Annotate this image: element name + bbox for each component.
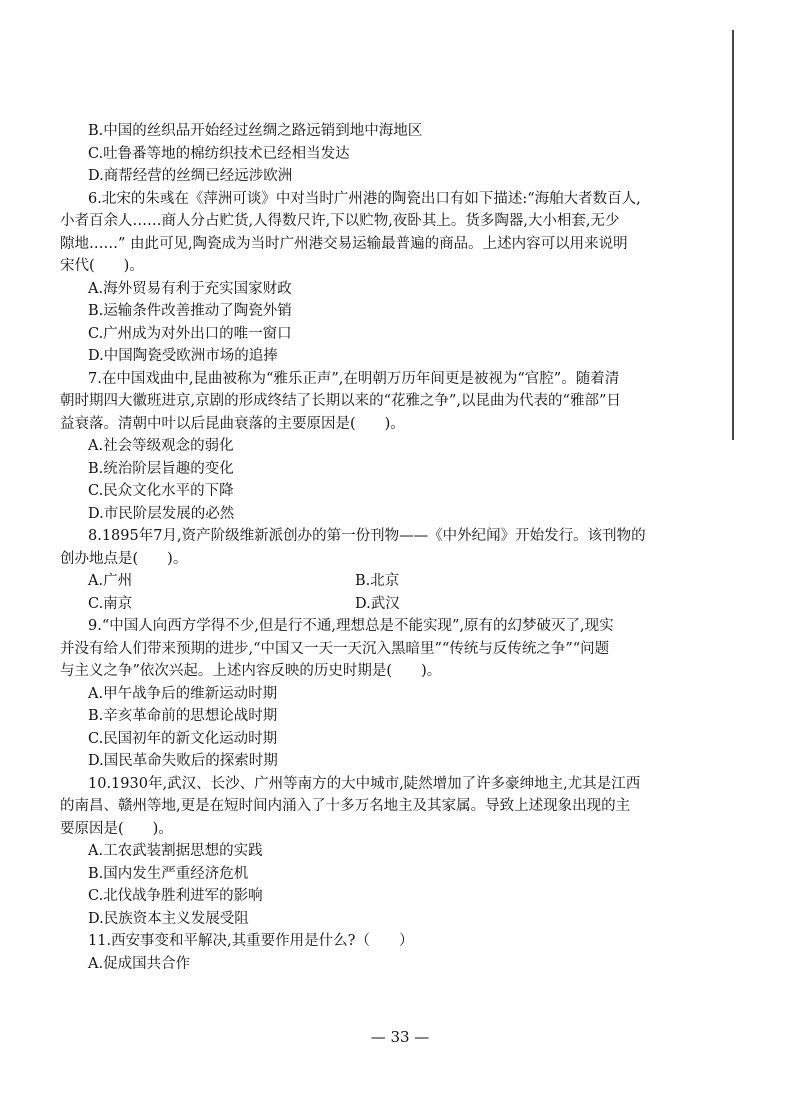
question-10-line: 要原因是( )。	[60, 820, 173, 837]
option-row	[88, 593, 698, 616]
page-number: — 33 —	[370, 1028, 430, 1046]
question-9-line: 并没有给人们带来预期的进步,“中国又一天一天沉入黑暗里”“传统与反传统之争”“问题	[60, 640, 610, 657]
question-6-line: 隙地……” 由此可见,陶瓷成为当时广州港交易运输最普遍的商品。上述内容可以用来说明	[60, 235, 628, 252]
option-row	[88, 570, 698, 593]
question-8-line: 创办地点是( )。	[60, 550, 188, 567]
question-7-line: 朝时期四大徽班进京,京剧的形成终结了长期以来的“花雅之争”,以昆曲为代表的“雅部”日	[60, 393, 621, 409]
question-11	[88, 930, 698, 975]
option-b: B.辛亥革命前的思想论战时期	[88, 708, 278, 724]
question-10	[60, 773, 698, 931]
option-c: C.民国初年的新文化运动时期	[88, 730, 278, 747]
question-10-line: 10.1930年,武汉、长沙、广州等南方的大中城市,陡然增加了许多豪绅地主,尤其是江西	[88, 775, 641, 792]
question-8	[60, 525, 698, 615]
option-d: D.民族资本主义发展受阻	[88, 910, 249, 927]
option-b: B.运输条件改善推动了陶瓷外销	[88, 303, 292, 319]
option-a: A.广州	[88, 573, 133, 589]
document-body	[60, 120, 698, 975]
question-6-line: 宋代( )。	[60, 258, 144, 274]
question-11-line: 11.西安事变和平解决,其重要作用是什么?（ ）	[88, 933, 414, 949]
option-a: A.海外贸易有利于充实国家财政	[88, 280, 292, 297]
option-c: C.民众文化水平的下降	[88, 483, 234, 499]
option-c: C.南京	[88, 595, 133, 612]
question-7	[60, 368, 698, 526]
question-9-line: 与主义之争”依次兴起。上述内容反映的历史时期是( )。	[60, 663, 442, 679]
option-d: D.国民革命失败后的探索时期	[88, 753, 278, 769]
option-a: A.工农武装割据思想的实践	[88, 843, 263, 859]
option-d: D.中国陶瓷受欧洲市场的追捧	[88, 348, 278, 364]
question-6-line: 6.北宋的朱彧在《萍洲可谈》中对当时广州港的陶瓷出口有如下描述:“海舶大者数百人,	[88, 190, 641, 207]
question-7-line: 7.在中国戏曲中,昆曲被称为“雅乐正声”,在明朝万历年间更是被视为“官腔”。随着清	[88, 370, 620, 387]
question-6	[60, 188, 698, 368]
question-9-line: 9.“中国人向西方学得不少,但是行不通,理想总是不能实现”,原有的幻梦破灭了,现实	[88, 618, 614, 634]
option-d: D.武汉	[355, 595, 400, 612]
question-8-line: 8.1895年7月,资产阶级维新派创办的第一份刊物——《中外纪闻》开始发行。该刊物的	[88, 528, 646, 544]
option-a: A.促成国共合作	[88, 955, 191, 972]
option-d: D.市民阶层发展的必然	[88, 505, 235, 522]
question-10-line: 的南昌、赣州等地,更是在短时间内涌入了十多万名地主及其家属。导致上述现象出现的主	[60, 798, 631, 814]
option-b: B.中国的丝织品开始经过丝绸之路远销到地中海地区	[88, 123, 423, 139]
option-c: C.广州成为对外出口的唯一窗口	[88, 325, 292, 342]
option-d: D.商帮经营的丝绸已经远涉欧洲	[88, 168, 293, 184]
page-edge-line	[732, 30, 734, 440]
option-c: C.北伐战争胜利进军的影响	[88, 888, 263, 904]
option-a: A.社会等级观念的弱化	[88, 438, 234, 454]
question-9	[60, 615, 698, 773]
question-5-remaining-options	[88, 120, 698, 188]
option-c: C.吐鲁番等地的棉纺织技术已经相当发达	[88, 145, 350, 162]
option-b: B.国内发生严重经济危机	[88, 865, 249, 882]
option-b: B.统治阶层旨趣的变化	[88, 460, 234, 477]
option-a: A.甲午战争后的维新运动时期	[88, 685, 278, 702]
question-7-line: 益衰落。清朝中叶以后昆曲衰落的主要原因是( )。	[60, 415, 405, 432]
question-6-line: 小者百余人……商人分占贮货,人得数尺许,下以贮物,夜卧其上。货多陶器,大小相套,无少	[60, 213, 620, 229]
option-b: B.北京	[355, 573, 400, 589]
